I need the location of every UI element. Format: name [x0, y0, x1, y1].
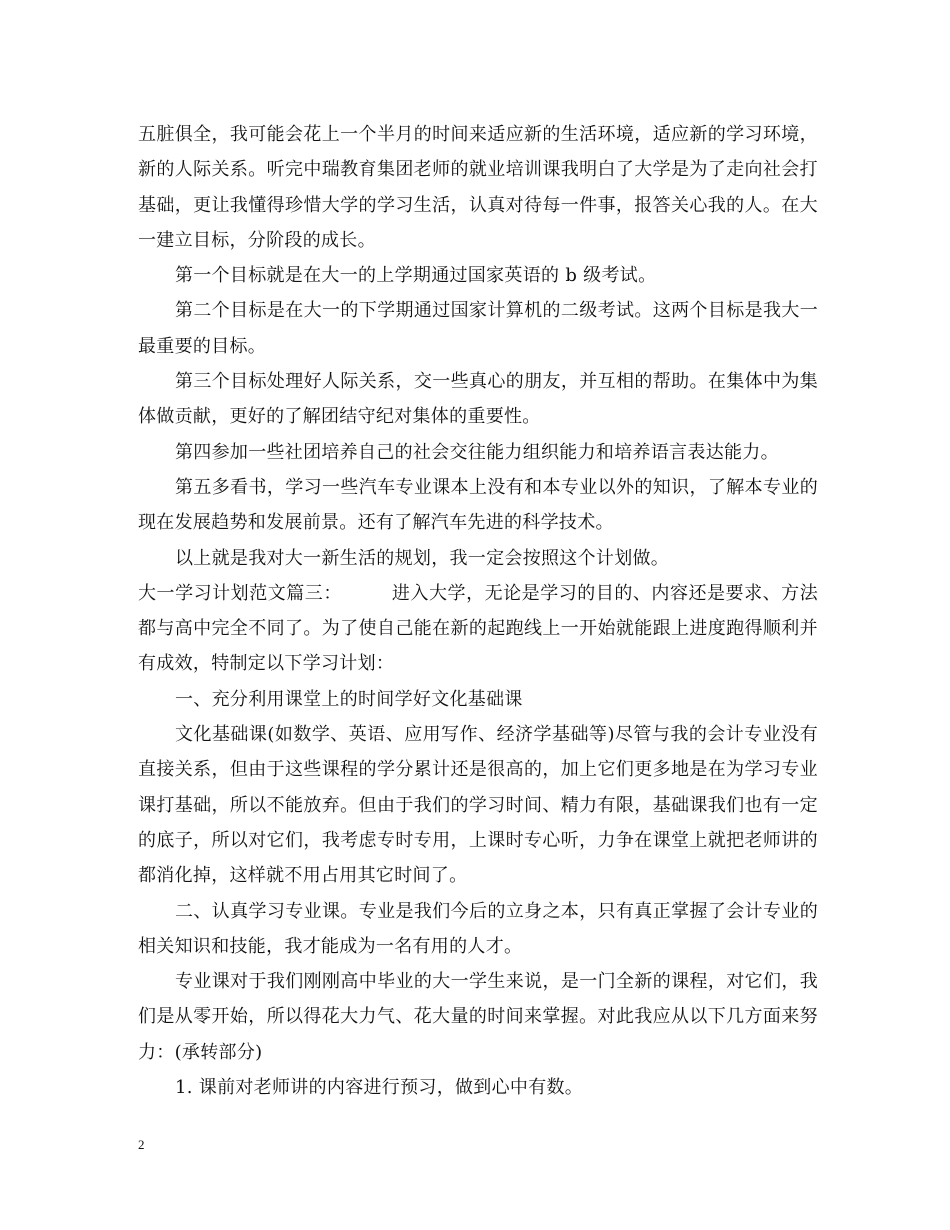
paragraph-9: 一、充分利用课堂上的时间学好文化基础课: [175, 688, 523, 710]
paragraph-5: 第四参加一些社团培养自己的社会交往能力组织能力和培养语言表达能力。: [175, 441, 779, 463]
paragraph-12: 专业课对于我们刚刚高中毕业的大一学生来说，是一门全新的课程，对它们，我们是从零开始，所以得花大力气、花大量的时间来掌握。对此我应从以下几方面来努力：(承转部分): [138, 971, 818, 1063]
paragraph-13: 1. 课前对老师讲的内容进行预习，做到心中有数。: [175, 1077, 584, 1099]
document-body: [138, 117, 818, 1105]
paragraph-2: 第一个目标就是在大一的上学期通过国家英语的 b 级考试。: [175, 265, 657, 287]
paragraph-8: 大一学习计划范文篇三： 进入大学，无论是学习的目的、内容还是要求、方法都与高中完全不同了。为了使自己能在新的起跑线上一开始就能跟上进度跑得顺利并有成效，特制定以下学习计划：: [138, 582, 818, 675]
paragraph-3: 第二个目标是在大一的下学期通过国家计算机的二级考试。这两个目标是我大一最重要的目标。: [138, 300, 818, 357]
paragraph-1: 五脏俱全，我可能会花上一个半月的时间来适应新的生活环境，适应新的学习环境，新的人际关系。听完中瑞教育集团老师的就业培训课我明白了大学是为了走向社会打基础，更让我懂得珍惜大学的学习生活，认真对待每一件事，报答关心我的人。在大一建立目标，分阶段的成长。: [138, 124, 818, 251]
page-number: 2: [138, 1137, 145, 1152]
paragraph-4: 第三个目标处理好人际关系，交一些真心的朋友，并互相的帮助。在集体中为集体做贡献，更好的了解团结守纪对集体的重要性。: [138, 371, 818, 428]
paragraph-7: 以上就是我对大一新生活的规划，我一定会按照这个计划做。: [175, 547, 670, 569]
paragraph-6: 第五多看书，学习一些汽车专业课本上没有和本专业以外的知识，了解本专业的现在发展趋势和发展前景。还有了解汽车先进的科学技术。: [138, 476, 818, 534]
paragraph-10: 文化基础课(如数学、英语、应用写作、经济学基础等)尽管与我的会计专业没有直接关系，但由于这些课程的学分累计还是很高的，加上它们更多地是在为学习专业课打基础，所以不能放弃。但由于我们的学习时间、精力有限，基础课我们也有一定的底子，所以对它们，我考虑专时专用，上课时专心听，力争在课堂上就把老师讲的都消化掉，这样就不用占用其它时间了。: [138, 724, 818, 887]
paragraph-11: 二、认真学习专业课。专业是我们今后的立身之本，只有真正掌握了会计专业的相关知识和技能，我才能成为一名有用的人才。: [138, 900, 818, 957]
